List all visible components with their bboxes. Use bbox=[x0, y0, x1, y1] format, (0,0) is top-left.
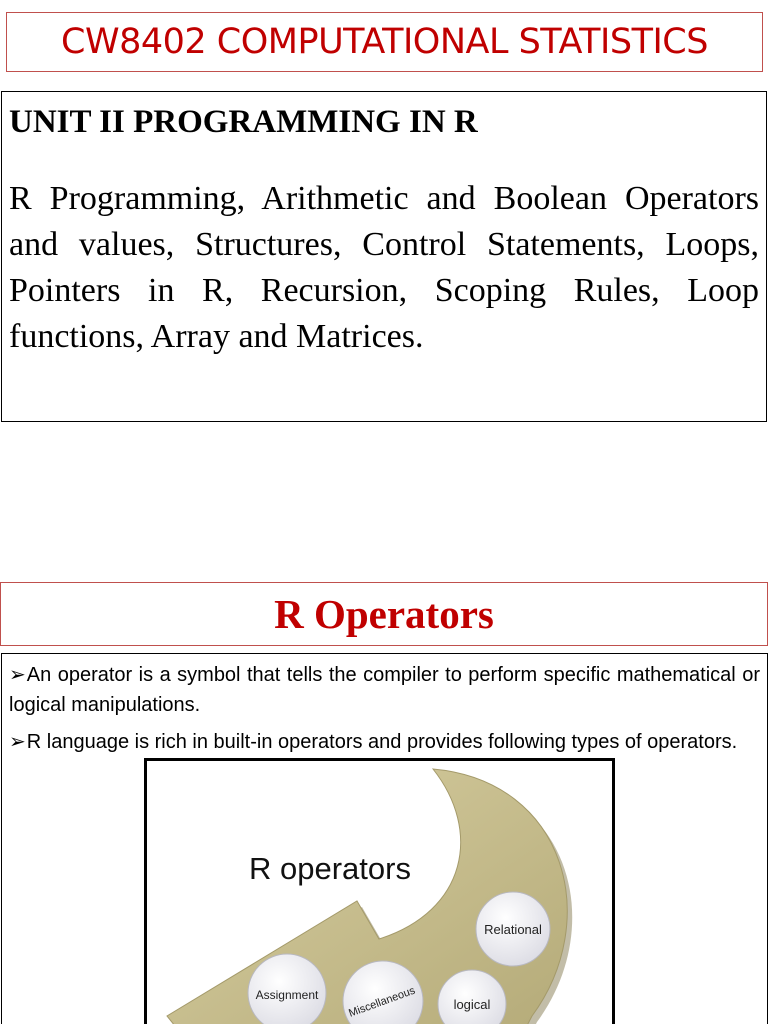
assignment-label: Assignment bbox=[255, 988, 319, 1002]
course-title-box bbox=[6, 12, 763, 72]
logical-label: logical bbox=[453, 997, 491, 1012]
operators-diagram bbox=[144, 758, 615, 1024]
miscellaneous-label: Miscellaneous bbox=[347, 984, 417, 1020]
bullet-text: An operator is a symbol that tells the compiler to perform specific mathematical or logical manipulations. bbox=[9, 664, 760, 716]
course-title: CW8402 COMPUTATIONAL STATISTICS bbox=[61, 22, 708, 62]
bullet-text: R language is rich in built-in operators and provides following types of operators. bbox=[26, 731, 738, 753]
relational-label: Relational bbox=[484, 922, 542, 937]
arrow-bullet-icon: ➢ bbox=[9, 731, 26, 753]
unit-summary-box bbox=[1, 91, 767, 422]
unit-heading: UNIT II PROGRAMMING IN R bbox=[9, 104, 478, 140]
bullet-item bbox=[9, 660, 760, 720]
section-title: R Operators bbox=[274, 591, 494, 637]
unit-topics: R Programming, Arithmetic and Boolean Operators and values, Structures, Control Statements, Loops, Pointers in R, Recursion, Scoping Rules, Loop functions, Array and Matrices. bbox=[9, 180, 759, 355]
operators-diagram-svg bbox=[147, 761, 612, 1024]
bullet-item bbox=[9, 727, 760, 757]
diagram-title: R operators bbox=[249, 851, 411, 886]
section-title-box bbox=[0, 582, 768, 646]
arrow-bullet-icon: ➢ bbox=[9, 664, 26, 686]
